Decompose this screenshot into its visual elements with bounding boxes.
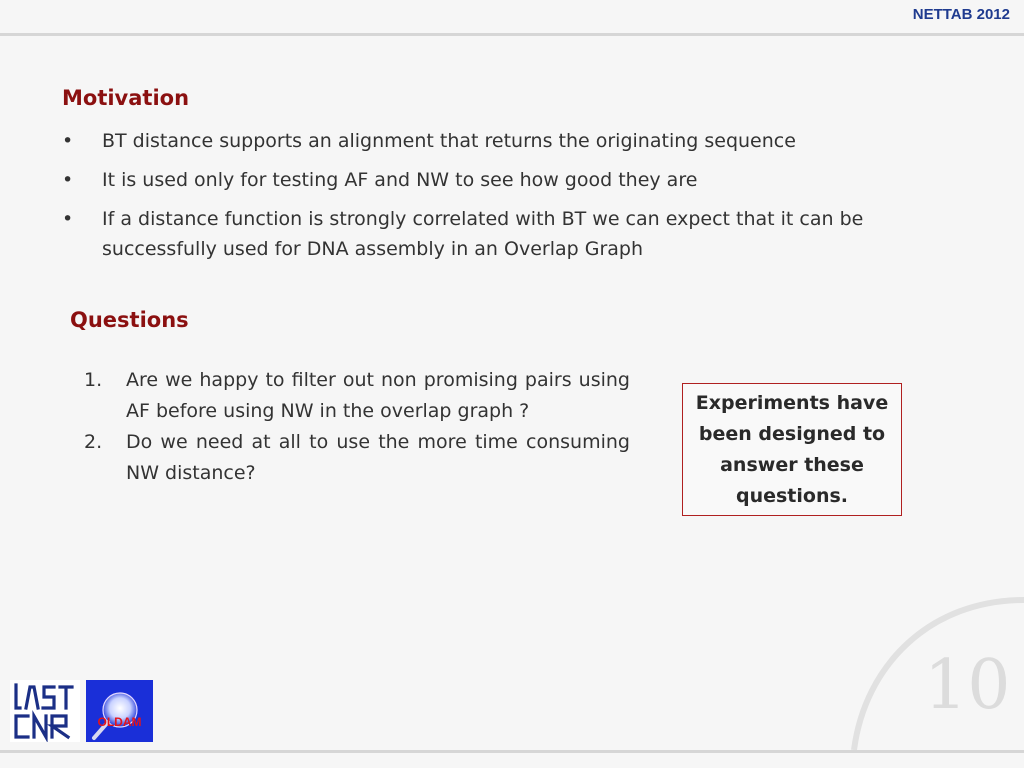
bullet-text: It is used only for testing AF and NW to see how good they are	[102, 169, 698, 191]
question-text: Do we need at all to use the more time consuming NW distance?	[126, 431, 630, 484]
list-item	[84, 365, 630, 427]
oldam-logo-icon	[86, 680, 153, 742]
motivation-bullet-list	[62, 126, 962, 273]
callout-text: Experiments have been designed to answer these questions.	[695, 391, 889, 507]
list-item	[62, 204, 962, 264]
question-text: Are we happy to filter out non promising pairs using AF before using NW in the overlap graph ?	[126, 369, 630, 422]
iasi-cnr-logo	[10, 680, 80, 742]
header-divider	[0, 33, 1024, 36]
header-bar	[0, 0, 1024, 34]
bullet-text: If a distance function is strongly correlated with BT we can expect that it can be successfully used for DNA assembly in an Overlap Graph	[102, 208, 864, 260]
experiments-callout-box	[682, 383, 902, 516]
motivation-heading: Motivation	[62, 86, 190, 110]
oldam-logo-text: OLDAM	[97, 715, 142, 729]
oldam-logo	[86, 680, 153, 742]
bullet-text: BT distance supports an alignment that returns the originating sequence	[102, 130, 796, 152]
list-item	[62, 165, 962, 195]
list-item	[84, 427, 630, 489]
iasi-cnr-logo-icon	[10, 680, 80, 742]
list-item	[62, 126, 962, 156]
question-number: 1.	[84, 369, 103, 391]
conference-title: NETTAB 2012	[912, 6, 1010, 23]
questions-list	[84, 365, 630, 489]
bullet-icon: •	[62, 130, 74, 152]
bullet-icon: •	[62, 208, 74, 230]
footer-divider	[0, 750, 1024, 753]
questions-heading: Questions	[70, 308, 189, 332]
page-number: 10	[924, 646, 1011, 725]
question-number: 2.	[84, 431, 103, 453]
bullet-icon: •	[62, 169, 74, 191]
